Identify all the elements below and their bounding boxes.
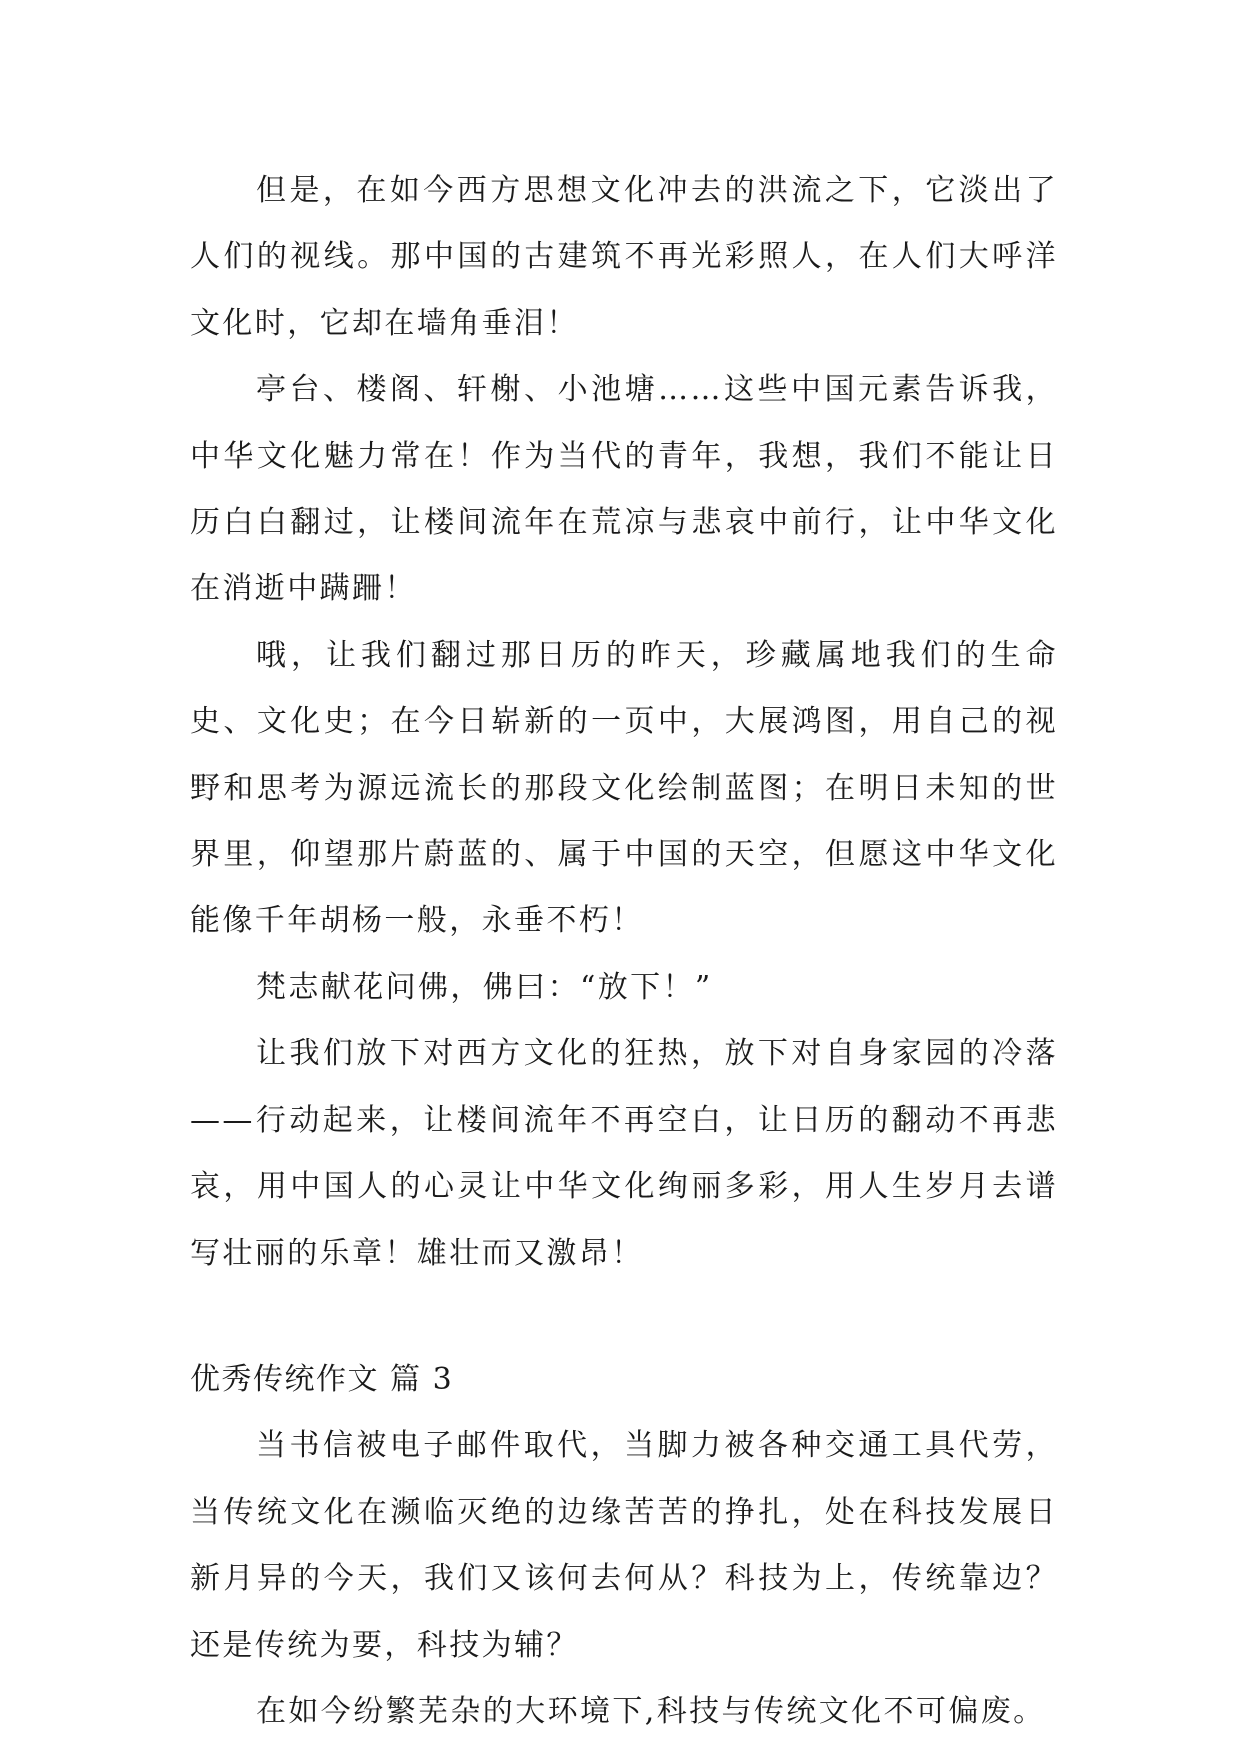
paragraph: 亭台、楼阁、轩榭、小池塘……这些中国元素告诉我，中华文化魅力常在！作为当代的青年，我想，我们不能让日历白白翻过，让楼间流年在荒凉与悲哀中前行，让中华文化在消逝中蹒跚！ bbox=[190, 372, 1058, 607]
paragraph: 当书信被电子邮件取代，当脚力被各种交通工具代劳，当传统文化在濒临灭绝的边缘苦苦的挣扎，处在科技发展日新月异的今天，我们又该何去何从？科技为上，传统靠边？还是传统为要，科技为辅？ bbox=[190, 1428, 1058, 1663]
paragraph: 但是，在如今西方思想文化冲去的洪流之下，它淡出了人们的视线。那中国的古建筑不再光彩照人，在人们大呼洋文化时，它却在墙角垂泪！ bbox=[190, 173, 1058, 341]
paragraph: 让我们放下对西方文化的狂热，放下对自身家园的冷落——行动起来，让楼间流年不再空白，让日历的翻动不再悲哀，用中国人的心灵让中华文化绚丽多彩，用人生岁月去谱写壮丽的乐章！雄壮而又激昂！ bbox=[190, 1036, 1058, 1271]
paragraph: 在如今纷繁芜杂的大环境下,科技与传统文化不可偏废。 bbox=[256, 1693, 1046, 1729]
paragraph: 梵志献花问佛，佛曰：“放下！” bbox=[256, 969, 713, 1005]
document-body bbox=[190, 158, 1058, 1745]
paragraph: 哦，让我们翻过那日历的昨天，珍藏属地我们的生命史、文化史；在今日崭新的一页中，大展鸿图，用自己的视野和思考为源远流长的那段文化绘制蓝图；在明日未知的世界里，仰望那片蔚蓝的、属于中国的天空，但愿这中华文化能像千年胡杨一般，永垂不朽！ bbox=[190, 637, 1058, 939]
section-title: 优秀传统作文 篇 3 bbox=[190, 1361, 454, 1397]
